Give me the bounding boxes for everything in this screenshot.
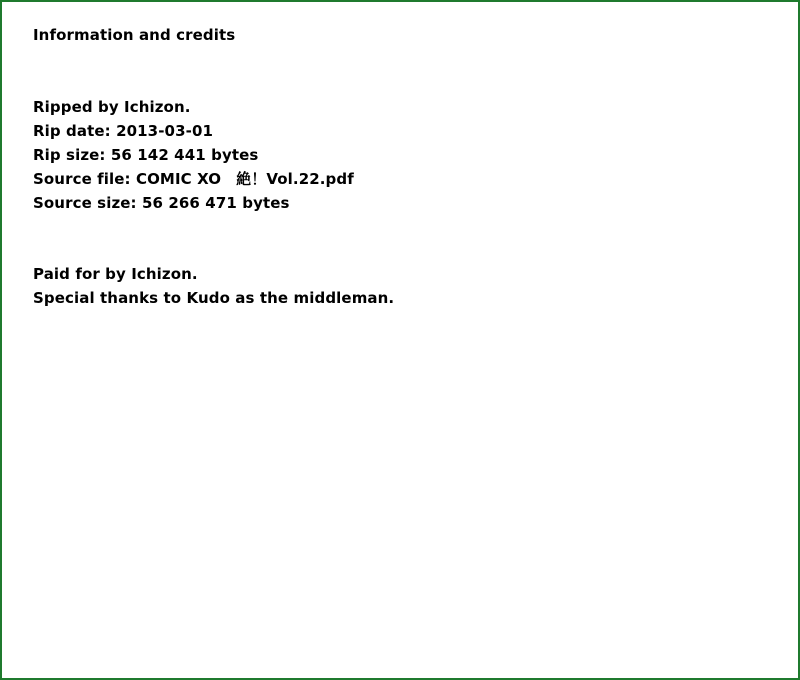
rip-info-line: Rip date: 2013-03-01	[33, 122, 214, 140]
rip-info-line: Source size: 56 266 471 bytes	[33, 194, 290, 212]
credits-line: Paid for by Ichizon.	[33, 265, 198, 283]
rip-info-line: Rip size: 56 142 441 bytes	[33, 146, 259, 164]
credits-block	[33, 262, 778, 310]
credits-line: Special thanks to Kudo as the middleman.	[33, 289, 395, 307]
rip-info-line: Ripped by Ichizon.	[33, 98, 191, 116]
rip-info-block	[33, 95, 778, 215]
document-content	[33, 24, 778, 310]
page-title: Information and credits	[33, 26, 236, 44]
rip-info-line: Source file: COMIC XO 絶！Vol.22.pdf	[33, 170, 354, 188]
